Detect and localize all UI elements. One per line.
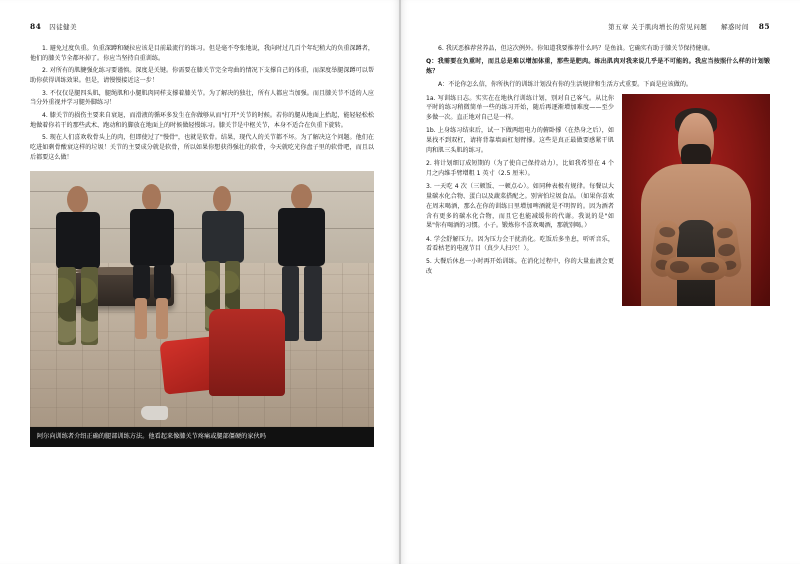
standing-person [47, 186, 109, 355]
crossed-forearms [665, 257, 726, 280]
tattoo [659, 226, 676, 238]
right-page [400, 0, 800, 564]
list-item: 1b. 上身练习结束后，试一下做两组电力的俯卧撑（在热身之后），如果找不到双杠，请将背靠墙面杠划臂撑。这些是真正最做要感紧干肌肉和肌三头肌的练习。 [426, 127, 614, 155]
kneeling-coach [209, 309, 285, 396]
list-item: 1a. 写训练日志。实实在在地执行训练计划，别对自己客气。从比你平时的练习稍微简单一些的练习开始，随后再逐渐增加难度——至少多做一次。直正地对自己是一样。 [426, 94, 614, 122]
head [213, 186, 232, 212]
right-running-head [426, 22, 770, 32]
section-title: 解惑时间 [721, 23, 749, 31]
coach-torso [209, 309, 285, 396]
question-text: Q：我需要在负重时，而且总是难以增加体重，那些是肥肉。练出肌肉对我来说几乎是不可能的。我应当按照什么样的计划锻炼？ [426, 58, 770, 75]
leg [304, 266, 321, 341]
leg [81, 267, 98, 345]
right-folio: 85 [758, 22, 770, 31]
spread-gutter [399, 0, 401, 564]
left-book-title: 囚徒健美 [49, 23, 77, 31]
answer-intro: A：不论你怎么信，你所执行的训练计划没有你的生活规律和生活方式重要。下面是应该做的。 [438, 80, 693, 88]
list-item: 2. 将计划细订成短期的（为了使自己保持动力），比如我希望在 4 个月之内维手臂增粗 1 英寸（2.5 厘米）。 [426, 160, 614, 177]
right-body-text [426, 44, 770, 90]
tattoo [701, 262, 719, 273]
portrait-background [622, 94, 770, 306]
head [67, 186, 88, 213]
list-item: 4. 学会舒解压力。因为压力会干扰消化。吃饭后多坐息，听听音乐，看看枯老的电视节目（真少人扫兴！）。 [426, 235, 614, 253]
tattoo [716, 227, 733, 239]
torso [278, 208, 325, 265]
head [291, 184, 312, 210]
left-photo-caption: 阿尔向训练者介绍正确的腿部训练方法。他看起来像膝关节疼痛或腿部僵硬的家伙吗 [30, 427, 374, 447]
leg [133, 265, 149, 300]
shoe [141, 406, 168, 419]
paragraph: 6. 我厌恶推荐营养品，但这次例外。你知道我要推荐什么吗？是鱼油。它确实有助于膝关节保持健康。 [438, 45, 714, 52]
torso [202, 211, 244, 263]
chapter-title: 第五章 关于肌肉增长的常见问题 [608, 23, 708, 31]
paragraph: 1. 避免过度负重。负重深蹲和硬拉应该是目前最流行的练习。但是毫不夸张地说，我向时过几百个年纪稍大的负重深蹲者，他们的膝关节全都坏掉了。你应当坚持自重训练。 [30, 45, 374, 62]
torso [56, 212, 101, 269]
torso [641, 164, 751, 306]
left-running-head [30, 22, 374, 32]
head [142, 184, 162, 211]
list-item: 3. 一天吃 4 次（三顿饭、一顿点心）。如同种表极有规律。每餐以大量碳水化合物、蛋白以及蔬菜搭配之。别害怕垃圾食品。（如果你喜欢在周末喝酒，那么在你的训练日里增加啤酒就是不明智的。因为酒者含有更多的碳水化合物，而且它也能减缓你的代谢。我说的是"如果"你有喝酒的习惯。小子。锻炼你不喜欢喝酒，那就别喝。） [426, 183, 614, 230]
photo-background [30, 171, 374, 427]
paragraph: 5. 现在人们喜欢收骨头上的肉，但即使过了"慢骨"，也就是软骨。结果，现代人的关节都不坏。为了解决这个问题。他们在吃进如剩骨酸衰这样的垃圾！关节的主要成分就是软骨，所以如果你想获得强壮的软骨，今天就吃光你盘子里的软骨吧，而且以后都要这么做！ [30, 134, 374, 161]
left-photo-block [30, 171, 374, 447]
tattoo [655, 242, 674, 257]
paragraph: 3. 不仅仅是腿四头肌，腿绳肌和小腿肌肉同样支撑着膝关节。为了解决的独壮，所有人都应当加强。而且膝关节不适的人应当分外重视并学习腿外脚练习！ [30, 89, 374, 107]
tattoo [670, 261, 688, 272]
right-photo-block [622, 94, 770, 306]
numbered-advice-list [426, 94, 614, 306]
left-body-text [30, 44, 374, 163]
torso [130, 209, 174, 266]
tattoo [717, 243, 736, 258]
leg [154, 265, 170, 300]
paragraph: 2. 对所有的肌腱强化练习要谨慎。深度是关键。你需要在膝关节完全弯曲的情况下支撑自己的体重，而深度举腿深蹲可以帮助你获得训练效果。但是，请慢慢接近这一步！ [30, 67, 374, 85]
leg [58, 267, 75, 345]
athlete-portrait-photo [622, 94, 770, 306]
paragraph: 4. 膝关节的损伤主要来自衰退，而滑液的循环多发生在你做够从而"打开"关节的时候。若你的腿从地面上抬起，能轻轻松松地做着你若干的那些武术、跑动和的脚放在地面上的时候做轻慢练习。膝关节是中枢关节，本身不适合在负重下旋转。 [30, 111, 374, 129]
gym-training-photo [30, 171, 374, 427]
left-folio: 84 [30, 22, 42, 31]
list-item: 5. 大餐后休息一小时再开始训练。在消化过程中，你的大量血液会更改 [426, 258, 614, 276]
right-lower-region [426, 94, 770, 306]
